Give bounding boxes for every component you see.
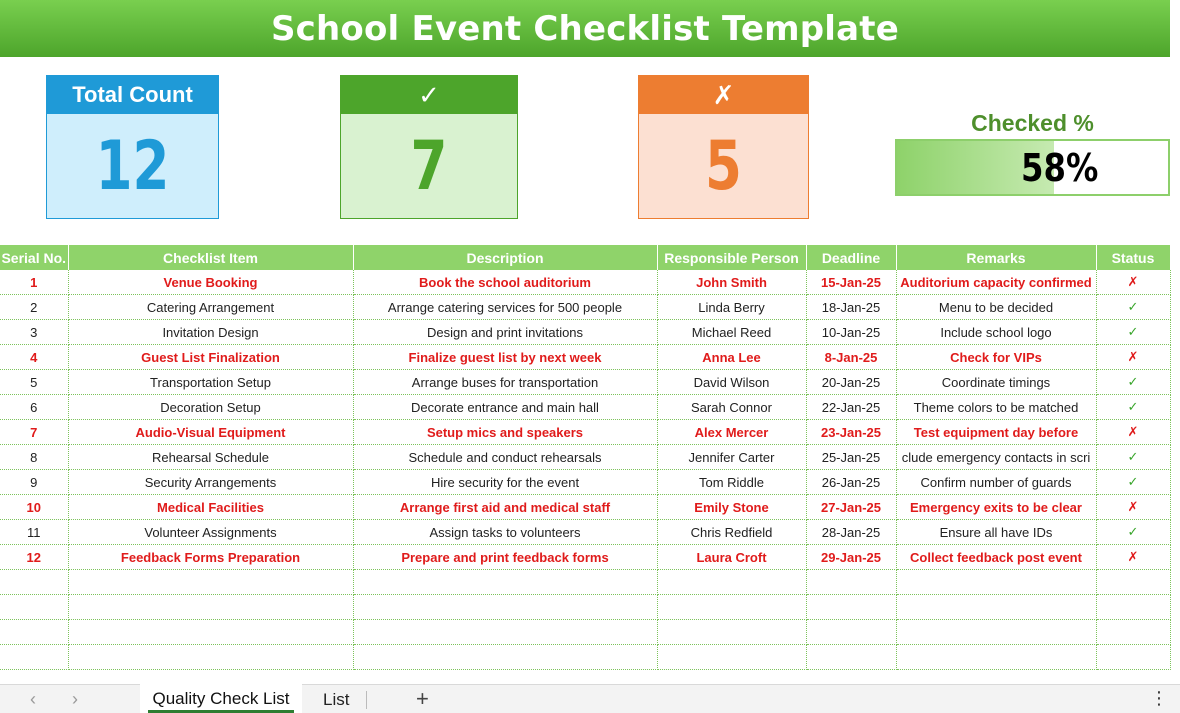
empty-cell[interactable] bbox=[0, 645, 68, 670]
column-header[interactable]: Status bbox=[1096, 245, 1170, 270]
empty-cell[interactable] bbox=[1096, 620, 1170, 645]
empty-row bbox=[0, 620, 1170, 645]
deadline-cell[interactable]: 20-Jan-25 bbox=[806, 370, 896, 395]
table-row bbox=[0, 320, 1170, 345]
status-cell[interactable]: ✓ bbox=[1096, 320, 1170, 345]
person-cell[interactable]: Michael Reed bbox=[657, 320, 806, 345]
serial-cell[interactable]: 5 bbox=[0, 370, 68, 395]
status-cell[interactable]: ✗ bbox=[1096, 495, 1170, 520]
item-cell[interactable]: Medical Facilities bbox=[68, 495, 353, 520]
deadline-cell[interactable]: 26-Jan-25 bbox=[806, 470, 896, 495]
empty-cell[interactable] bbox=[657, 620, 806, 645]
person-cell[interactable]: Alex Mercer bbox=[657, 420, 806, 445]
table-row bbox=[0, 445, 1170, 470]
item-cell[interactable]: Decoration Setup bbox=[68, 395, 353, 420]
status-cell[interactable]: ✓ bbox=[1096, 520, 1170, 545]
column-header[interactable]: Checklist Item bbox=[68, 245, 353, 270]
description-cell[interactable]: Decorate entrance and main hall bbox=[353, 395, 657, 420]
status-cell[interactable]: ✓ bbox=[1096, 395, 1170, 420]
table-row bbox=[0, 420, 1170, 445]
serial-cell[interactable]: 2 bbox=[0, 295, 68, 320]
deadline-cell[interactable]: 27-Jan-25 bbox=[806, 495, 896, 520]
remarks-cell[interactable]: Include school logo bbox=[896, 320, 1096, 345]
serial-cell[interactable]: 12 bbox=[0, 545, 68, 570]
empty-cell[interactable] bbox=[0, 595, 68, 620]
serial-cell[interactable]: 10 bbox=[0, 495, 68, 520]
serial-cell[interactable]: 6 bbox=[0, 395, 68, 420]
next-sheet-icon[interactable]: › bbox=[72, 689, 78, 709]
remarks-cell[interactable]: Emergency exits to be clear bbox=[896, 495, 1096, 520]
empty-cell[interactable] bbox=[896, 570, 1096, 595]
deadline-cell[interactable]: 15-Jan-25 bbox=[806, 270, 896, 295]
empty-cell[interactable] bbox=[657, 645, 806, 670]
empty-cell[interactable] bbox=[68, 645, 353, 670]
status-cell[interactable]: ✓ bbox=[1096, 370, 1170, 395]
person-cell[interactable]: Tom Riddle bbox=[657, 470, 806, 495]
empty-row bbox=[0, 595, 1170, 620]
description-cell[interactable]: Book the school auditorium bbox=[353, 270, 657, 295]
person-cell[interactable]: Sarah Connor bbox=[657, 395, 806, 420]
more-options-icon[interactable]: ⋮ bbox=[1150, 688, 1168, 708]
empty-cell[interactable] bbox=[0, 570, 68, 595]
column-header[interactable]: Deadline bbox=[806, 245, 896, 270]
description-cell[interactable]: Design and print invitations bbox=[353, 320, 657, 345]
tab-divider bbox=[366, 691, 367, 709]
column-header[interactable]: Serial No. bbox=[0, 245, 68, 270]
page-title: School Event Checklist Template bbox=[0, 0, 1170, 57]
tab-quality-check-list[interactable]: Quality Check List bbox=[140, 684, 302, 713]
table-row bbox=[0, 345, 1170, 370]
description-cell[interactable]: Schedule and conduct rehearsals bbox=[353, 445, 657, 470]
remarks-cell[interactable]: Menu to be decided bbox=[896, 295, 1096, 320]
serial-cell[interactable]: 11 bbox=[0, 520, 68, 545]
status-cell[interactable]: ✗ bbox=[1096, 345, 1170, 370]
table-row bbox=[0, 270, 1170, 295]
remarks-cell[interactable]: Auditorium capacity confirmed bbox=[896, 270, 1096, 295]
status-cell[interactable]: ✓ bbox=[1096, 470, 1170, 495]
serial-cell[interactable]: 8 bbox=[0, 445, 68, 470]
item-cell[interactable]: Audio-Visual Equipment bbox=[68, 420, 353, 445]
total-count-card bbox=[46, 75, 219, 219]
status-cell[interactable]: ✗ bbox=[1096, 420, 1170, 445]
serial-cell[interactable]: 9 bbox=[0, 470, 68, 495]
checked-count-value: 7 bbox=[410, 126, 448, 206]
empty-cell[interactable] bbox=[657, 595, 806, 620]
checked-count-card bbox=[340, 75, 518, 219]
empty-row bbox=[0, 645, 1170, 670]
item-cell[interactable]: Rehearsal Schedule bbox=[68, 445, 353, 470]
checked-percent-bar bbox=[895, 139, 1170, 196]
item-cell[interactable]: Guest List Finalization bbox=[68, 345, 353, 370]
empty-cell[interactable] bbox=[0, 620, 68, 645]
serial-cell[interactable]: 1 bbox=[0, 270, 68, 295]
status-cell[interactable]: ✗ bbox=[1096, 545, 1170, 570]
tab-list[interactable]: List bbox=[323, 690, 350, 709]
item-cell[interactable]: Transportation Setup bbox=[68, 370, 353, 395]
status-cell[interactable]: ✓ bbox=[1096, 295, 1170, 320]
add-sheet-icon[interactable]: + bbox=[416, 686, 429, 711]
empty-cell[interactable] bbox=[896, 645, 1096, 670]
empty-cell[interactable] bbox=[353, 595, 657, 620]
description-cell[interactable]: Setup mics and speakers bbox=[353, 420, 657, 445]
description-cell[interactable]: Arrange catering services for 500 people bbox=[353, 295, 657, 320]
empty-cell[interactable] bbox=[1096, 570, 1170, 595]
table-row bbox=[0, 545, 1170, 570]
person-cell[interactable]: David Wilson bbox=[657, 370, 806, 395]
empty-cell[interactable] bbox=[896, 595, 1096, 620]
description-cell[interactable]: Finalize guest list by next week bbox=[353, 345, 657, 370]
empty-cell[interactable] bbox=[1096, 595, 1170, 620]
person-cell[interactable]: Anna Lee bbox=[657, 345, 806, 370]
table-header-row bbox=[0, 245, 1170, 270]
person-cell[interactable]: Jennifer Carter bbox=[657, 445, 806, 470]
table-row bbox=[0, 520, 1170, 545]
person-cell[interactable]: Laura Croft bbox=[657, 545, 806, 570]
unchecked-count-card bbox=[638, 75, 809, 219]
table-row bbox=[0, 295, 1170, 320]
item-cell[interactable]: Venue Booking bbox=[68, 270, 353, 295]
item-cell[interactable]: Catering Arrangement bbox=[68, 295, 353, 320]
person-cell[interactable]: Linda Berry bbox=[657, 295, 806, 320]
status-cell[interactable]: ✓ bbox=[1096, 445, 1170, 470]
table-row bbox=[0, 370, 1170, 395]
description-cell[interactable]: Arrange buses for transportation bbox=[353, 370, 657, 395]
remarks-cell[interactable]: Theme colors to be matched bbox=[896, 395, 1096, 420]
deadline-cell[interactable]: 8-Jan-25 bbox=[806, 345, 896, 370]
empty-cell[interactable] bbox=[657, 570, 806, 595]
checked-percent-label: Checked % bbox=[971, 110, 1094, 136]
checked-percent-value: 58% bbox=[1021, 145, 1099, 190]
deadline-cell[interactable]: 18-Jan-25 bbox=[806, 295, 896, 320]
deadline-cell[interactable]: 23-Jan-25 bbox=[806, 420, 896, 445]
deadline-cell[interactable]: 10-Jan-25 bbox=[806, 320, 896, 345]
empty-cell[interactable] bbox=[68, 620, 353, 645]
deadline-cell[interactable]: 29-Jan-25 bbox=[806, 545, 896, 570]
empty-cell[interactable] bbox=[353, 645, 657, 670]
serial-cell[interactable]: 3 bbox=[0, 320, 68, 345]
person-cell[interactable]: John Smith bbox=[657, 270, 806, 295]
person-cell[interactable]: Chris Redfield bbox=[657, 520, 806, 545]
empty-cell[interactable] bbox=[68, 595, 353, 620]
item-cell[interactable]: Invitation Design bbox=[68, 320, 353, 345]
person-cell[interactable]: Emily Stone bbox=[657, 495, 806, 520]
deadline-cell[interactable]: 22-Jan-25 bbox=[806, 395, 896, 420]
item-cell[interactable]: Feedback Forms Preparation bbox=[68, 545, 353, 570]
serial-cell[interactable]: 7 bbox=[0, 420, 68, 445]
serial-cell[interactable]: 4 bbox=[0, 345, 68, 370]
empty-cell[interactable] bbox=[1096, 645, 1170, 670]
checkmark-icon: ✓ bbox=[341, 76, 517, 114]
column-header[interactable]: Remarks bbox=[896, 245, 1096, 270]
empty-row bbox=[0, 570, 1170, 595]
cross-icon: ✗ bbox=[639, 76, 808, 114]
remarks-cell[interactable]: Confirm number of guards bbox=[896, 470, 1096, 495]
deadline-cell[interactable]: 28-Jan-25 bbox=[806, 520, 896, 545]
empty-cell[interactable] bbox=[68, 570, 353, 595]
empty-cell[interactable] bbox=[896, 620, 1096, 645]
item-cell[interactable]: Security Arrangements bbox=[68, 470, 353, 495]
description-cell[interactable]: Hire security for the event bbox=[353, 470, 657, 495]
checklist-table bbox=[0, 245, 1171, 670]
remarks-cell[interactable]: Check for VIPs bbox=[896, 345, 1096, 370]
remarks-cell[interactable]: Coordinate timings bbox=[896, 370, 1096, 395]
empty-cell[interactable] bbox=[806, 570, 896, 595]
empty-cell[interactable] bbox=[353, 620, 657, 645]
unchecked-count-value: 5 bbox=[705, 126, 742, 206]
deadline-cell[interactable]: 25-Jan-25 bbox=[806, 445, 896, 470]
total-count-label: Total Count bbox=[47, 76, 218, 114]
table-row bbox=[0, 470, 1170, 495]
item-cell[interactable]: Volunteer Assignments bbox=[68, 520, 353, 545]
empty-cell[interactable] bbox=[806, 595, 896, 620]
remarks-cell[interactable]: clude emergency contacts in scri bbox=[896, 445, 1096, 470]
description-cell[interactable]: Assign tasks to volunteers bbox=[353, 520, 657, 545]
remarks-cell[interactable]: Test equipment day before bbox=[896, 420, 1096, 445]
empty-cell[interactable] bbox=[806, 645, 896, 670]
table-row bbox=[0, 395, 1170, 420]
description-cell[interactable]: Prepare and print feedback forms bbox=[353, 545, 657, 570]
sheet-tab-bar bbox=[0, 684, 1180, 713]
empty-cell[interactable] bbox=[806, 620, 896, 645]
remarks-cell[interactable]: Ensure all have IDs bbox=[896, 520, 1096, 545]
status-cell[interactable]: ✗ bbox=[1096, 270, 1170, 295]
table-row bbox=[0, 495, 1170, 520]
column-header[interactable]: Responsible Person bbox=[657, 245, 806, 270]
total-count-value: 12 bbox=[95, 126, 170, 206]
prev-sheet-icon[interactable]: ‹ bbox=[30, 689, 36, 709]
column-header[interactable]: Description bbox=[353, 245, 657, 270]
remarks-cell[interactable]: Collect feedback post event bbox=[896, 545, 1096, 570]
empty-cell[interactable] bbox=[353, 570, 657, 595]
description-cell[interactable]: Arrange first aid and medical staff bbox=[353, 495, 657, 520]
